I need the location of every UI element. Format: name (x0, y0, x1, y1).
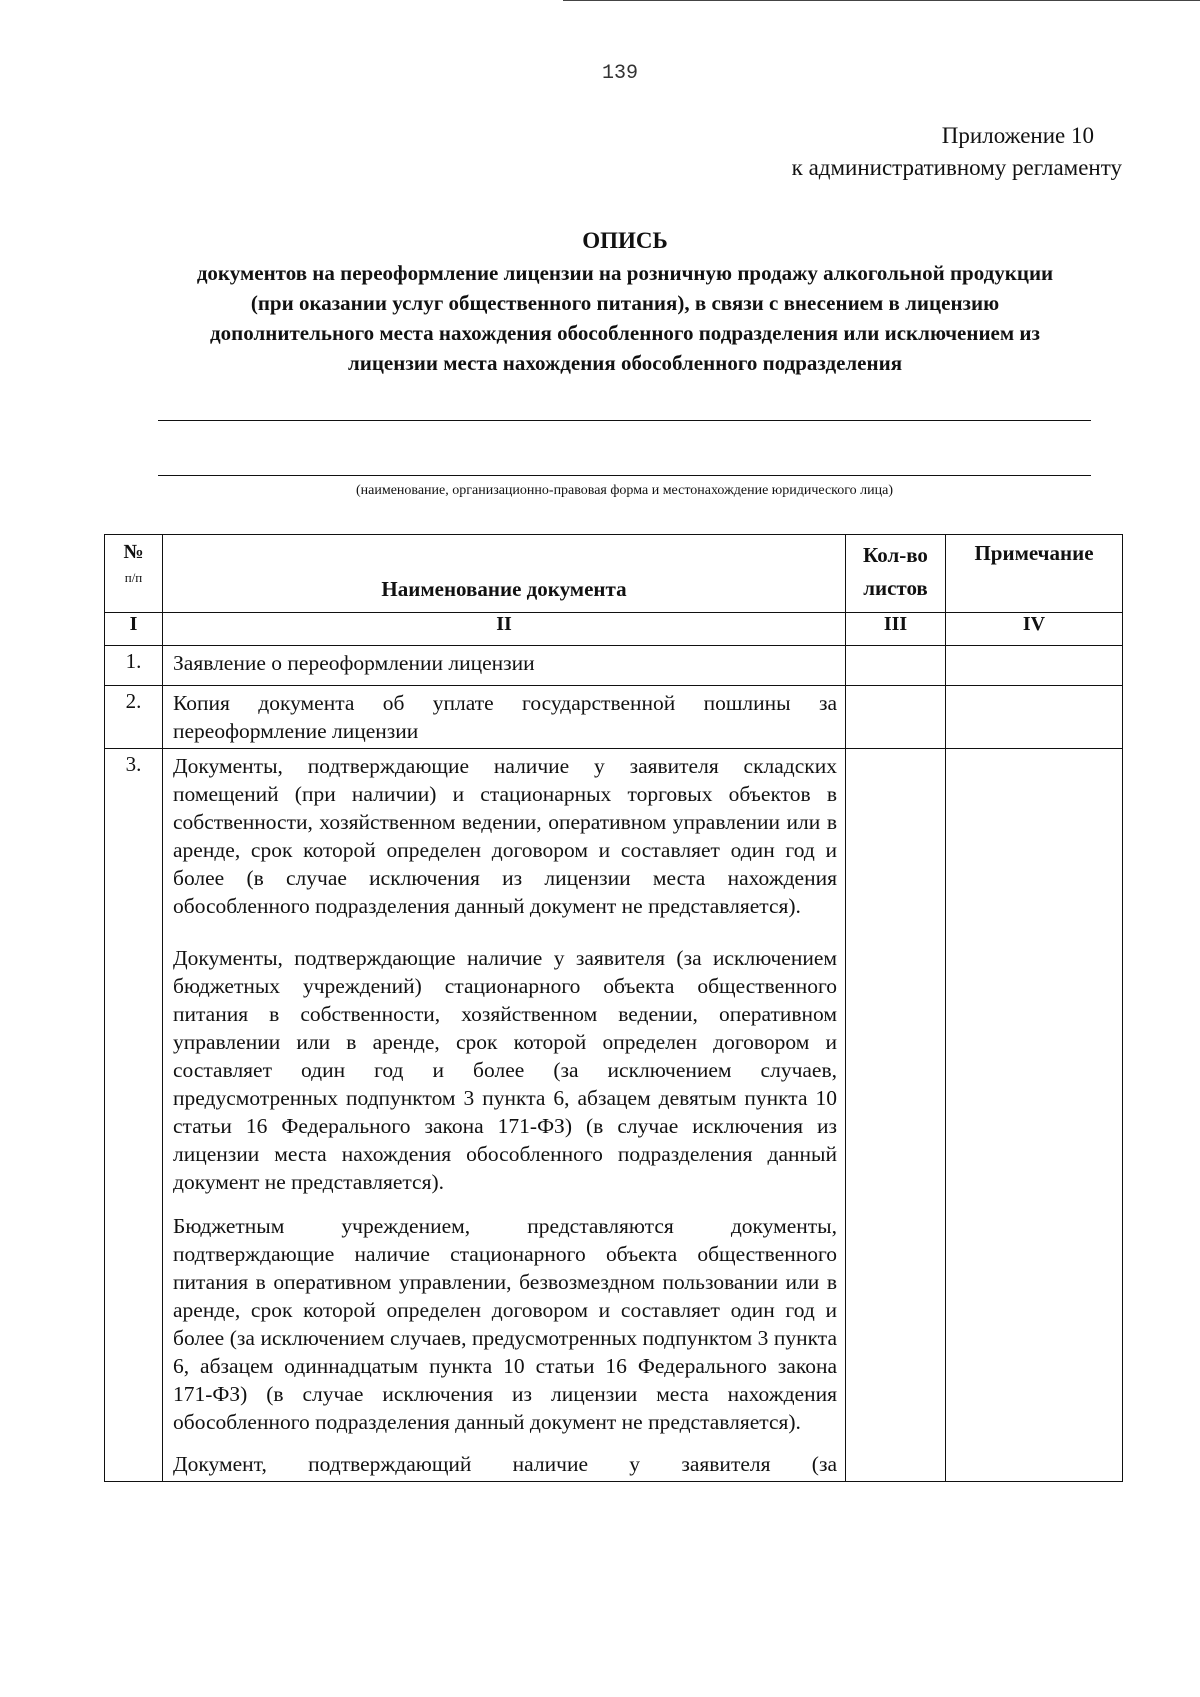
page-number: 139 (601, 62, 638, 85)
row-note-cell (946, 646, 1123, 686)
fill-in-caption: (наименование, организационно-правовая форма и местонахождение юридического лица) (355, 483, 894, 498)
heading-title: ОПИСЬ (582, 228, 668, 253)
appendix-line-1: Приложение 10 (941, 123, 1094, 148)
row-sheet-count-cell (846, 686, 946, 749)
header-number-sign: № (123, 541, 144, 563)
table-header-row (105, 535, 1123, 613)
header-sheet-count (846, 535, 946, 613)
row-paragraph: Бюджетным учреждением, представляются документы, подтверждающие наличие стационарного объекта общественного питания в оперативном управлении, безвозмездном пользовании или в аренде, срок которой определен договором и составляет один год и более (за исключением случаев, предусмотренных подпунктом 3 пункта 6, абзацем одиннадцатым пункта 10 статьи 16 Федерального закона 171-ФЗ) (в случае исключения из лицензии места нахождения обособленного подразделения данный документ не представляется). (173, 1214, 837, 1434)
header-number (105, 535, 163, 613)
row-paragraph: Документы, подтверждающие наличие у заявителя (за исключением бюджетных учреждений) стационарного объекта общественного питания в собственности, хозяйственном ведении, оперативном управлении или в аренде, срок которой определен договором и составляет один год и более (за исключением случаев, предусмотренных подпунктом 3 пункта 6, абзацем девятым пункта 10 статьи 16 Федерального закона 171-ФЗ) (в случае исключения из лицензии места нахождения обособленного подразделения данный документ не представляется). (173, 946, 837, 1194)
appendix-reference (792, 120, 1122, 184)
row-document-name (163, 686, 846, 749)
row-number: 2. (105, 686, 163, 749)
scan-top-edge-line (563, 0, 1200, 1)
table-row (105, 686, 1123, 749)
row-document-name (163, 749, 846, 1482)
row-paragraph: Документ, подтверждающий наличие у заявителя (за (173, 1452, 837, 1476)
header-note: Примечание (946, 535, 1123, 613)
row-sheet-count-cell (846, 646, 946, 686)
row-document-name (163, 646, 846, 686)
roman-3: III (846, 613, 946, 646)
row-note-cell (946, 749, 1123, 1482)
table-row (105, 646, 1123, 686)
fill-in-line-1 (158, 420, 1091, 421)
row-number: 1. (105, 646, 163, 686)
header-number-sub: п/п (124, 570, 143, 585)
header-document-name: Наименование документа (163, 535, 846, 613)
row-note-cell (946, 686, 1123, 749)
row-paragraph: Копия документа об уплате государственной пошлины за переоформление лицензии (173, 691, 837, 743)
fill-in-line-2 (158, 475, 1091, 476)
heading-line-1: документов на переоформление лицензии на розничную продажу алкогольной продукции (196, 261, 1054, 285)
row-paragraph: Заявление о переоформлении лицензии (173, 651, 535, 675)
header-qty-line-2: листов (863, 576, 928, 600)
heading-line-3: дополнительного места нахождения обособленного подразделения или исключением из (210, 321, 1040, 345)
header-qty-line-1: Кол-во (863, 543, 928, 567)
roman-2: II (163, 613, 846, 646)
heading-line-2: (при оказании услуг общественного питания), в связи с внесением в лицензию (250, 291, 1000, 315)
table-row (105, 749, 1123, 1482)
row-number: 3. (105, 749, 163, 1482)
row-paragraph: Документы, подтверждающие наличие у заявителя складских помещений (при наличии) и стационарных торговых объектов в собственности, хозяйственном ведении, оперативном управлении или в аренде, срок которой определен договором и составляет один год и более (в случае исключения из лицензии места нахождения обособленного подразделения данный документ не представляется). (173, 754, 837, 918)
row-sheet-count-cell (846, 749, 946, 1482)
roman-4: IV (946, 613, 1123, 646)
document-heading (120, 226, 1130, 378)
roman-numeral-row (105, 613, 1123, 646)
roman-1: I (105, 613, 163, 646)
documents-table (104, 534, 1123, 1482)
appendix-line-2: к административному регламенту (791, 155, 1122, 180)
heading-line-4: лицензии места нахождения обособленного подразделения (347, 351, 903, 375)
